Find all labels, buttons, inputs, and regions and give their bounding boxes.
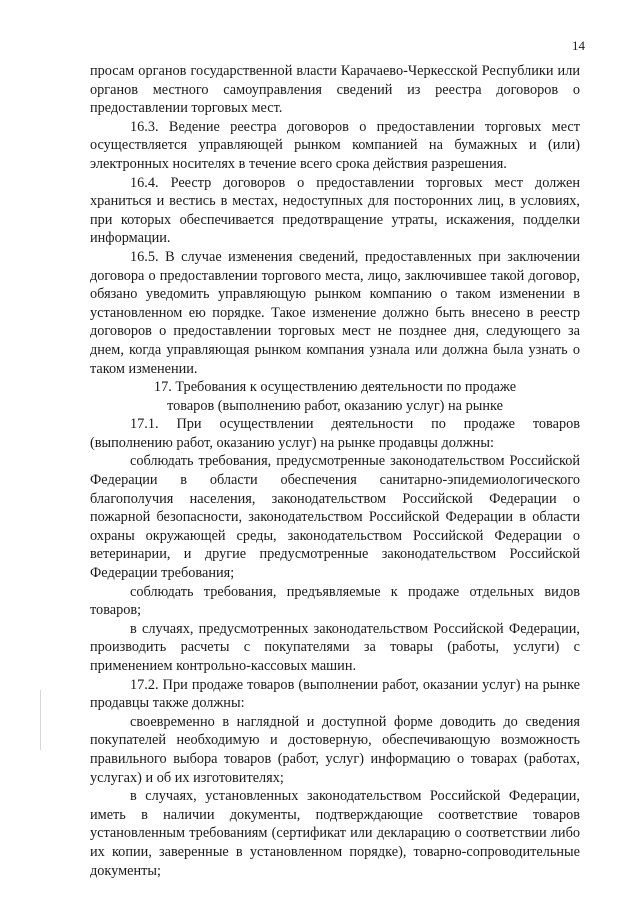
scan-artifact-line [40,690,41,750]
paragraph-17-1-item-2: соблюдать требования, предъявляемые к продаже отдельных видов товаров; [90,583,580,619]
page-number: 14 [572,38,585,53]
document-body [90,62,580,880]
paragraph-16-4: 16.4. Реестр договоров о предоставлении торговых мест должен храниться и вестись в местах, недоступных для посторонних лиц, в условиях, при которых обеспечивается предотвращение утраты, искажения, подделки информации. [90,174,580,247]
paragraph-17-1-item-1: соблюдать требования, предусмотренные законодательством Российской Федерации в области обеспечения санитарно-эпидемиологического благополучия населения, законодательством Российской Федерации о пожарной безопасности, законодательством Российской Федерации в области охраны окружающей среды, законодательством Российской Федерации о ветеринарии, и другие предусмотренные законодательством Российской Федерации требования; [90,453,580,582]
paragraph-16-2-continuation: просам органов государственной власти Карачаево-Черкесской Республики или органов местного самоуправления сведений из реестра договоров о предоставлении торговых мест. [90,63,580,117]
section-17-heading: 17. Требования к осуществлению деятельности по продаже товаров (выполнению работ, оказанию услуг) на рынке [153,379,517,414]
paragraph-16-5: 16.5. В случае изменения сведений, предоставленных при заключении договора о предоставлении торгового места, лицо, заключившее такой договор, обязано уведомить управляющую рынком компанию о таком изменении в установленном ею порядке. Такое изменение должно быть внесено в реестр договоров о предоставлении торговых мест не позднее дня, следующего за днем, когда управляющая рынком компания узнала или должна была узнать о таком изменении. [90,248,580,377]
paragraph-17-2: 17.2. При продаже товаров (выполнении работ, оказании услуг) на рынке продавцы также должны: [90,676,580,712]
paragraph-17-2-item-2: в случаях, установленных законодательством Российской Федерации, иметь в наличии документы, подтверждающие соответствие товаров установленным требованиям (сертификат или декларацию о соответствии либо их копии, заверенные в установленном порядке), товарно-сопроводительные документы; [90,788,580,879]
paragraph-17-1: 17.1. При осуществлении деятельности по продаже товаров (выполнению работ, оказанию услуг) на рынке продавцы должны: [90,416,580,451]
paragraph-16-3: 16.3. Ведение реестра договоров о предоставлении торговых мест осуществляется управляющей рынком компанией на бумажных и (или) электронных носителях в течение всего срока действия разрешения. [90,118,580,172]
paragraph-17-1-item-3: в случаях, предусмотренных законодательством Российской Федерации, производить расчеты с покупателями за товары (работы, услуги) с применением контрольно-кассовых машин. [90,620,580,674]
paragraph-17-2-item-1: своевременно в наглядной и доступной форме доводить до сведения покупателей необходимую и достоверную, обеспечивающую возможность правильного выбора товаров (работ, услуг) информацию о товарах (работах, услугах) и об их изготовителях; [90,713,580,786]
